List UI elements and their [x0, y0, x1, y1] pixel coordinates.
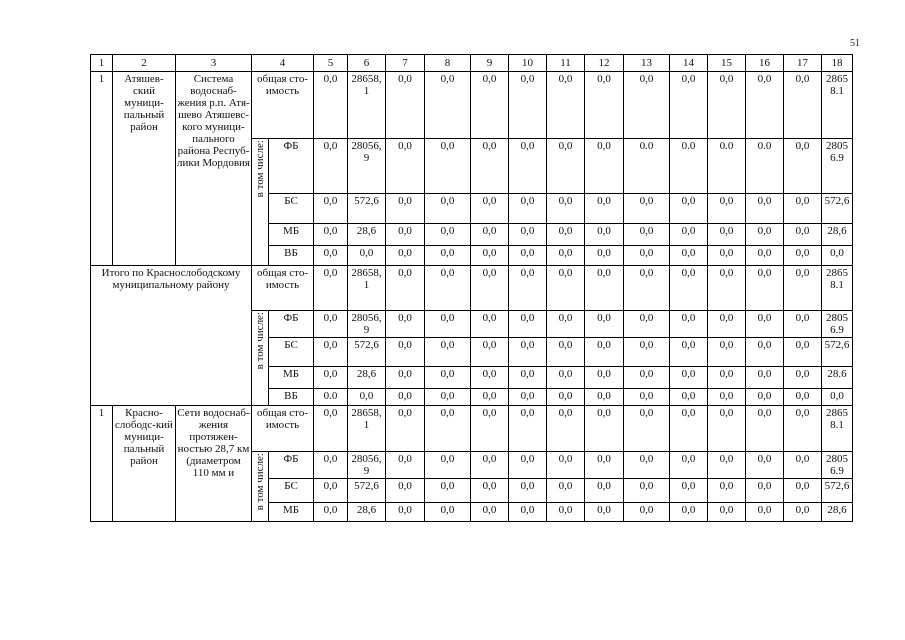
value-cell: 0,0 [386, 224, 425, 246]
value-cell: 28,6 [822, 224, 853, 246]
value-cell: 0,0 [822, 389, 853, 406]
budget-source-label: БС [269, 338, 314, 367]
value-cell: 0,0 [624, 503, 670, 522]
district-name: Красно-слободс-кий муници-пальный район [113, 406, 176, 522]
total-cost-label: общая сто-имость [252, 406, 314, 452]
value-cell: 0,0 [784, 389, 822, 406]
value-cell: 0,0 [746, 367, 784, 389]
value-cell: 0,0 [746, 479, 784, 503]
value-cell: 0,0 [314, 311, 348, 338]
value-cell: 0.0 [708, 139, 746, 194]
value-cell: 0,0 [547, 367, 585, 389]
value-cell: 0,0 [746, 72, 784, 139]
budget-source-label: МБ [269, 224, 314, 246]
value-cell: 0,0 [471, 389, 509, 406]
value-cell: 0,0 [784, 479, 822, 503]
value-cell: 0,0 [509, 389, 547, 406]
value-cell: 0,0 [547, 479, 585, 503]
value-cell: 28056.9 [822, 139, 853, 194]
value-cell: 0,0 [509, 72, 547, 139]
value-cell: 0,0 [822, 246, 853, 266]
value-cell: 0,0 [585, 503, 624, 522]
value-cell: 0,0 [670, 224, 708, 246]
value-cell: 0,0 [624, 224, 670, 246]
value-cell: 0,0 [425, 266, 471, 311]
value-cell: 0,0 [670, 367, 708, 389]
value-cell: 0,0 [547, 503, 585, 522]
value-cell: 0,0 [386, 72, 425, 139]
value-cell: 572,6 [348, 194, 386, 224]
value-cell: 0,0 [784, 72, 822, 139]
value-cell: 0,0 [509, 503, 547, 522]
district-name: Атяшев-ский муници-пальный район [113, 72, 176, 266]
value-cell: 0,0 [746, 406, 784, 452]
value-cell: 0,0 [585, 72, 624, 139]
value-cell: 0,0 [784, 406, 822, 452]
value-cell: 0,0 [670, 246, 708, 266]
value-cell: 0,0 [624, 367, 670, 389]
value-cell: 0,0 [670, 479, 708, 503]
row-number: 1 [91, 406, 113, 522]
column-header: 8 [425, 55, 471, 72]
column-header: 15 [708, 55, 746, 72]
value-cell: 0,0 [314, 246, 348, 266]
value-cell: 0,0 [386, 194, 425, 224]
value-cell: 0,0 [314, 367, 348, 389]
value-cell: 0,0 [624, 406, 670, 452]
budget-source-label: МБ [269, 503, 314, 522]
value-cell: 0,0 [471, 246, 509, 266]
value-cell: 0,0 [386, 139, 425, 194]
value-cell: 0,0 [547, 266, 585, 311]
value-cell: 0,0 [547, 389, 585, 406]
value-cell: 0,0 [670, 452, 708, 479]
value-cell: 0,0 [708, 246, 746, 266]
value-cell: 0,0 [509, 194, 547, 224]
value-cell: 28056.9 [822, 311, 853, 338]
column-header: 5 [314, 55, 348, 72]
value-cell: 572,6 [348, 338, 386, 367]
value-cell: 0,0 [708, 266, 746, 311]
value-cell: 0,0 [670, 311, 708, 338]
total-cost-label: общая сто-имость [252, 72, 314, 139]
budget-source-label: БС [269, 194, 314, 224]
value-cell: 0,0 [314, 503, 348, 522]
value-cell: 0,0 [314, 72, 348, 139]
budget-source-label: ВБ [269, 389, 314, 406]
value-cell: 0,0 [314, 479, 348, 503]
value-cell: 0,0 [314, 452, 348, 479]
value-cell: 0,0 [624, 266, 670, 311]
value-cell: 0,0 [624, 72, 670, 139]
including-label-cell [252, 139, 269, 266]
value-cell: 0.0 [746, 139, 784, 194]
value-cell: 28658,1 [348, 266, 386, 311]
value-cell: 0,0 [585, 311, 624, 338]
value-cell: 0,0 [509, 367, 547, 389]
value-cell: 0,0 [314, 224, 348, 246]
column-header: 17 [784, 55, 822, 72]
value-cell: 0,0 [314, 139, 348, 194]
value-cell: 0,0 [784, 224, 822, 246]
value-cell: 0,0 [386, 389, 425, 406]
value-cell: 0,0 [708, 479, 746, 503]
column-header: 9 [471, 55, 509, 72]
value-cell: 0,0 [585, 389, 624, 406]
value-cell: 0,0 [425, 338, 471, 367]
value-cell: 0,0 [471, 338, 509, 367]
column-header: 14 [670, 55, 708, 72]
value-cell: 0,0 [509, 266, 547, 311]
table-row [91, 406, 853, 452]
value-cell: 28.6 [822, 367, 853, 389]
value-cell: 0,0 [509, 246, 547, 266]
value-cell: 0,0 [386, 338, 425, 367]
including-label: в том числе: [254, 140, 266, 198]
column-header: 18 [822, 55, 853, 72]
value-cell: 0,0 [784, 246, 822, 266]
value-cell: 28658.1 [822, 406, 853, 452]
value-cell: 0,0 [386, 311, 425, 338]
value-cell: 0,0 [708, 389, 746, 406]
column-header: 11 [547, 55, 585, 72]
value-cell: 0,0 [425, 406, 471, 452]
value-cell: 0,0 [547, 139, 585, 194]
value-cell: 572,6 [822, 479, 853, 503]
value-cell: 0,0 [471, 266, 509, 311]
value-cell: 28056,9 [348, 452, 386, 479]
value-cell: 0,0 [784, 367, 822, 389]
value-cell: 28658,1 [348, 72, 386, 139]
value-cell: 0,0 [425, 139, 471, 194]
value-cell: 0,0 [708, 367, 746, 389]
value-cell: 0,0 [624, 338, 670, 367]
value-cell: 0,0 [708, 224, 746, 246]
value-cell: 28056.9 [822, 452, 853, 479]
column-header: 7 [386, 55, 425, 72]
value-cell: 28056,9 [348, 139, 386, 194]
value-cell: 0,0 [670, 266, 708, 311]
value-cell: 0,0 [471, 452, 509, 479]
value-cell: 0,0 [708, 338, 746, 367]
value-cell: 0,0 [509, 406, 547, 452]
value-cell: 0.0 [314, 389, 348, 406]
value-cell: 28,6 [822, 503, 853, 522]
value-cell: 572,6 [822, 338, 853, 367]
value-cell: 0,0 [386, 266, 425, 311]
table-row [91, 72, 853, 139]
value-cell: 0,0 [509, 479, 547, 503]
value-cell: 0,0 [624, 452, 670, 479]
value-cell: 0,0 [471, 406, 509, 452]
column-header: 12 [585, 55, 624, 72]
value-cell: 0,0 [314, 194, 348, 224]
value-cell: 0,0 [784, 452, 822, 479]
including-label: в том числе: [254, 453, 266, 511]
header-row [91, 55, 853, 72]
value-cell: 0,0 [547, 338, 585, 367]
value-cell: 0,0 [670, 194, 708, 224]
value-cell: 0,0 [624, 311, 670, 338]
value-cell: 0,0 [784, 139, 822, 194]
value-cell: 0,0 [585, 194, 624, 224]
value-cell: 0,0 [746, 246, 784, 266]
value-cell: 0,0 [471, 503, 509, 522]
value-cell: 572,6 [348, 479, 386, 503]
including-label-cell [252, 311, 269, 406]
value-cell: 28658.1 [822, 72, 853, 139]
value-cell: 28,6 [348, 224, 386, 246]
budget-source-label: ФБ [269, 452, 314, 479]
value-cell: 0,0 [425, 246, 471, 266]
value-cell: 0,0 [386, 452, 425, 479]
value-cell: 0,0 [386, 479, 425, 503]
value-cell: 0,0 [585, 266, 624, 311]
value-cell: 0,0 [708, 406, 746, 452]
funding-table [90, 54, 853, 522]
value-cell: 0,0 [425, 224, 471, 246]
column-header: 2 [113, 55, 176, 72]
value-cell: 0,0 [547, 246, 585, 266]
value-cell: 0,0 [670, 72, 708, 139]
value-cell: 0,0 [624, 389, 670, 406]
value-cell: 0,0 [509, 338, 547, 367]
value-cell: 0,0 [670, 338, 708, 367]
value-cell: 0,0 [471, 479, 509, 503]
column-header: 3 [176, 55, 252, 72]
value-cell: 0,0 [624, 246, 670, 266]
value-cell: 0,0 [314, 266, 348, 311]
value-cell: 0,0 [585, 224, 624, 246]
value-cell: 0,0 [425, 479, 471, 503]
value-cell: 0,0 [708, 311, 746, 338]
value-cell: 0,0 [746, 194, 784, 224]
value-cell: 0,0 [670, 503, 708, 522]
subtotal-label: Итого по Краснослободскому муниципальному району [91, 266, 252, 406]
column-header: 6 [348, 55, 386, 72]
value-cell: 28,6 [348, 503, 386, 522]
value-cell: 0,0 [425, 72, 471, 139]
budget-source-label: ФБ [269, 311, 314, 338]
value-cell: 0,0 [784, 266, 822, 311]
value-cell: 0,0 [746, 338, 784, 367]
value-cell: 0,0 [471, 139, 509, 194]
budget-source-label: ВБ [269, 246, 314, 266]
value-cell: 0,0 [471, 224, 509, 246]
value-cell: 0,0 [585, 452, 624, 479]
value-cell: 0,0 [585, 139, 624, 194]
value-cell: 0,0 [585, 479, 624, 503]
value-cell: 0,0 [314, 338, 348, 367]
value-cell: 0,0 [547, 194, 585, 224]
value-cell: 0,0 [471, 367, 509, 389]
value-cell: 0,0 [547, 224, 585, 246]
including-label: в том числе: [254, 312, 266, 370]
value-cell: 0,0 [746, 452, 784, 479]
value-cell: 0,0 [746, 224, 784, 246]
value-cell: 0,0 [471, 194, 509, 224]
value-cell: 0,0 [547, 452, 585, 479]
value-cell: 0,0 [624, 479, 670, 503]
value-cell: 0,0 [784, 503, 822, 522]
row-number: 1 [91, 72, 113, 266]
value-cell: 0,0 [746, 266, 784, 311]
table-row [91, 266, 853, 311]
value-cell: 0,0 [547, 311, 585, 338]
column-header: 1 [91, 55, 113, 72]
value-cell: 0.0 [624, 139, 670, 194]
value-cell: 0,0 [348, 389, 386, 406]
value-cell: 0,0 [585, 338, 624, 367]
value-cell: 0,0 [425, 311, 471, 338]
value-cell: 28658,1 [348, 406, 386, 452]
value-cell: 0,0 [708, 503, 746, 522]
value-cell: 0,0 [708, 194, 746, 224]
including-label-cell [252, 452, 269, 522]
value-cell: 0,0 [547, 406, 585, 452]
value-cell: 0,0 [425, 503, 471, 522]
column-header: 13 [624, 55, 670, 72]
value-cell: 28658.1 [822, 266, 853, 311]
value-cell: 0,0 [585, 367, 624, 389]
value-cell: 0,0 [746, 503, 784, 522]
value-cell: 28,6 [348, 367, 386, 389]
value-cell: 0,0 [386, 406, 425, 452]
value-cell: 0,0 [314, 406, 348, 452]
value-cell: 0,0 [509, 139, 547, 194]
value-cell: 0,0 [425, 389, 471, 406]
value-cell: 0,0 [784, 311, 822, 338]
value-cell: 0.0 [670, 139, 708, 194]
column-header: 10 [509, 55, 547, 72]
value-cell: 0,0 [509, 452, 547, 479]
value-cell: 0,0 [425, 367, 471, 389]
total-cost-label: общая сто-имость [252, 266, 314, 311]
value-cell: 28056,9 [348, 311, 386, 338]
value-cell: 0,0 [670, 389, 708, 406]
column-header: 4 [252, 55, 314, 72]
value-cell: 0,0 [509, 224, 547, 246]
budget-source-label: МБ [269, 367, 314, 389]
value-cell: 0,0 [425, 452, 471, 479]
value-cell: 0,0 [471, 72, 509, 139]
value-cell: 0,0 [386, 246, 425, 266]
value-cell: 0,0 [746, 311, 784, 338]
value-cell: 0,0 [386, 503, 425, 522]
value-cell: 0,0 [509, 311, 547, 338]
page-number: 51 [850, 38, 860, 49]
value-cell: 0,0 [547, 72, 585, 139]
budget-source-label: ФБ [269, 139, 314, 194]
value-cell: 0,0 [425, 194, 471, 224]
object-name: Система водоснаб-жения р.п. Атя-шево Атяшевс-кого муници-пального района Респуб-лики Мордовия [176, 72, 252, 266]
value-cell: 572,6 [822, 194, 853, 224]
value-cell: 0,0 [348, 246, 386, 266]
budget-source-label: БС [269, 479, 314, 503]
value-cell: 0,0 [784, 194, 822, 224]
value-cell: 0,0 [746, 389, 784, 406]
value-cell: 0,0 [471, 311, 509, 338]
column-header: 16 [746, 55, 784, 72]
value-cell: 0,0 [624, 194, 670, 224]
value-cell: 0,0 [386, 367, 425, 389]
value-cell: 0,0 [585, 246, 624, 266]
value-cell: 0,0 [585, 406, 624, 452]
value-cell: 0,0 [784, 338, 822, 367]
value-cell: 0,0 [708, 72, 746, 139]
value-cell: 0,0 [670, 406, 708, 452]
object-name: Сети водоснаб-жения протяжен-ностью 28,7 км (диаметром 110 мм и [176, 406, 252, 522]
value-cell: 0,0 [708, 452, 746, 479]
